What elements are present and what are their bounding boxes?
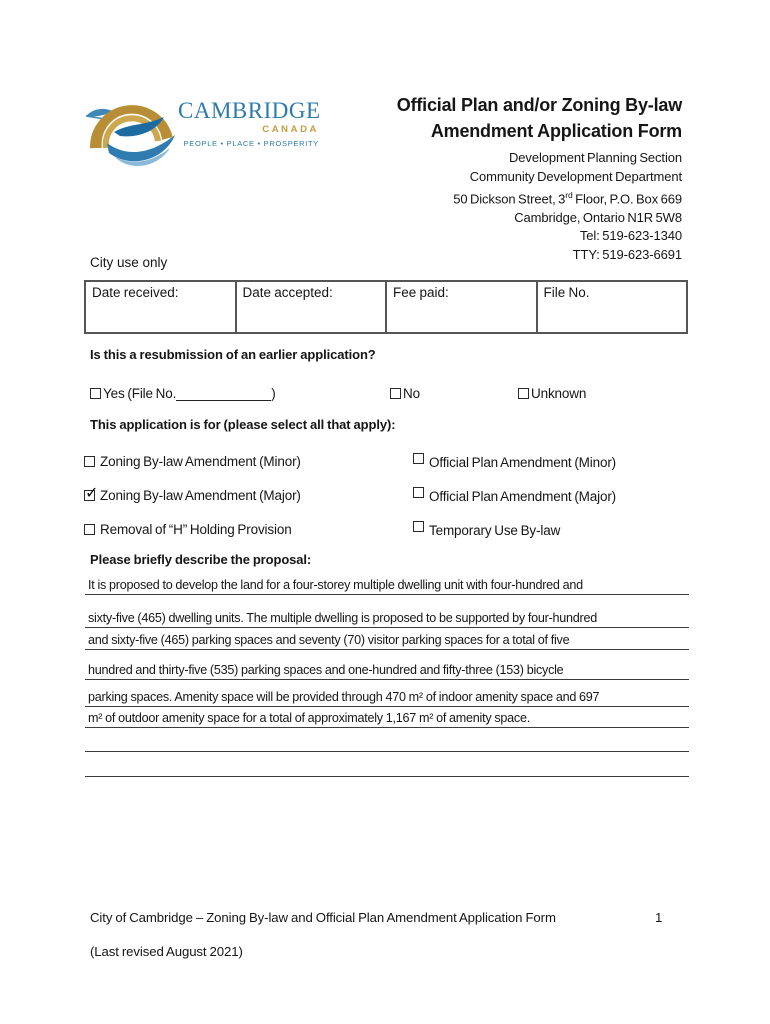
yes-label-close: )	[271, 386, 276, 401]
official-plan-minor-label: Official Plan Amendment (Minor)	[429, 454, 617, 470]
option-zoning-bylaw-minor[interactable]	[84, 453, 413, 471]
cambridge-logo-icon	[84, 84, 180, 170]
file-no-blank[interactable]	[176, 389, 271, 401]
address-line-4: Cambridge, Ontario N1R 5W8	[514, 209, 682, 225]
official-plan-minor-checkbox-icon[interactable]	[413, 453, 424, 464]
proposal-line-7[interactable]	[85, 728, 689, 752]
proposal-line-8[interactable]	[85, 752, 689, 777]
file-no-cell[interactable]: File No.	[537, 281, 688, 333]
option-removal-h-holding[interactable]	[84, 521, 413, 539]
proposal-line-4[interactable]: hundred and thirty-five (535) parking spaces and one-hundred and fifty-three (153) bicycle	[85, 650, 689, 680]
footer	[90, 910, 730, 925]
address-line-3-text: 50 Dickson Street, 3	[453, 191, 566, 207]
zoning-bylaw-major-label: Zoning By-law Amendment (Major)	[100, 488, 301, 503]
application-type-row	[84, 513, 688, 547]
footer-title: City of Cambridge – Zoning By-law and Official Plan Amendment Application Form	[90, 910, 556, 925]
resubmission-option-unknown[interactable]	[518, 385, 586, 403]
proposal-line-2[interactable]: sixty-five (465) dwelling units. The multiple dwelling is proposed to be supported by four-hundred	[85, 595, 689, 628]
option-temporary-use-bylaw[interactable]	[413, 521, 560, 540]
city-use-table	[84, 280, 688, 334]
removal-h-holding-label: Removal of “H” Holding Provision	[100, 522, 292, 537]
city-use-row	[85, 281, 687, 333]
official-plan-major-checkbox-icon[interactable]	[413, 487, 424, 498]
address-line-3-text2: Floor, P.O. Box 669	[572, 191, 682, 207]
no-label: No	[403, 386, 420, 401]
logo-text-block	[178, 100, 319, 148]
application-type-row	[84, 479, 688, 513]
address-line-2: Community Development Department	[469, 168, 682, 184]
no-checkbox-icon[interactable]	[390, 388, 401, 399]
logo-country: CANADA	[262, 124, 319, 135]
application-type-row	[84, 445, 688, 479]
page-title-line1: Official Plan and/or Zoning By-law	[396, 95, 682, 115]
proposal-line-6[interactable]: m² of outdoor amenity space for a total of approximately 1,167 m² of amenity space.	[85, 707, 689, 728]
option-zoning-bylaw-major[interactable]	[84, 487, 413, 505]
resubmission-option-yes[interactable]	[90, 385, 276, 403]
logo-tagline: PEOPLE • PLACE • PROSPERITY	[183, 139, 319, 148]
logo-wordmark: CAMBRIDGE	[178, 98, 321, 123]
page-title-line2: Amendment Application Form	[430, 121, 682, 141]
header-right-block	[397, 92, 682, 264]
footer-revision: (Last revised August 2021)	[90, 944, 243, 959]
proposal-line-3[interactable]: and sixty-five (465) parking spaces and seventy (70) visitor parking spaces for a total of five	[85, 628, 689, 650]
unknown-checkbox-icon[interactable]	[518, 388, 529, 399]
zoning-bylaw-major-checkbox-icon[interactable]	[84, 490, 95, 501]
removal-h-holding-checkbox-icon[interactable]	[84, 524, 95, 535]
zoning-bylaw-minor-label: Zoning By-law Amendment (Minor)	[100, 454, 301, 469]
proposal-description-field	[85, 563, 689, 777]
fee-paid-cell[interactable]: Fee paid:	[386, 281, 537, 333]
address-line-6: TTY: 519-623-6691	[572, 246, 682, 262]
temporary-use-bylaw-checkbox-icon[interactable]	[413, 521, 424, 532]
address-line-3-superscript: rd	[565, 190, 573, 200]
resubmission-option-no[interactable]	[390, 385, 420, 403]
address-line-3	[397, 186, 682, 209]
official-plan-major-label: Official Plan Amendment (Major)	[429, 488, 617, 504]
yes-label: Yes (File No.	[103, 386, 177, 401]
zoning-bylaw-minor-checkbox-icon[interactable]	[84, 456, 95, 467]
temporary-use-bylaw-label: Temporary Use By-law	[429, 522, 561, 538]
application-type-question: This application is for (please select all that apply):	[90, 417, 396, 432]
unknown-label: Unknown	[531, 386, 587, 401]
city-use-label: City use only	[90, 255, 168, 270]
yes-checkbox-icon[interactable]	[90, 388, 101, 399]
application-type-options	[84, 445, 688, 547]
proposal-line-5[interactable]: parking spaces. Amenity space will be provided through 470 m² of indoor amenity space and 697	[85, 680, 689, 707]
footer-page-number: 1	[655, 910, 663, 925]
option-official-plan-major[interactable]	[413, 487, 616, 506]
resubmission-options	[90, 385, 690, 403]
cambridge-logo	[84, 84, 180, 175]
date-accepted-cell[interactable]: Date accepted:	[236, 281, 387, 333]
proposal-line-1[interactable]: It is proposed to develop the land for a four-storey multiple dwelling unit with four-hundred and	[85, 563, 689, 595]
address-line-1: Development Planning Section	[509, 150, 682, 165]
option-official-plan-minor[interactable]	[413, 453, 616, 472]
date-received-cell[interactable]: Date received:	[85, 281, 236, 333]
resubmission-question: Is this a resubmission of an earlier application?	[90, 347, 376, 362]
org-address	[397, 149, 682, 264]
address-line-5: Tel: 519-623-1340	[579, 228, 682, 244]
proposal-question: Please briefly describe the proposal:	[90, 552, 312, 567]
